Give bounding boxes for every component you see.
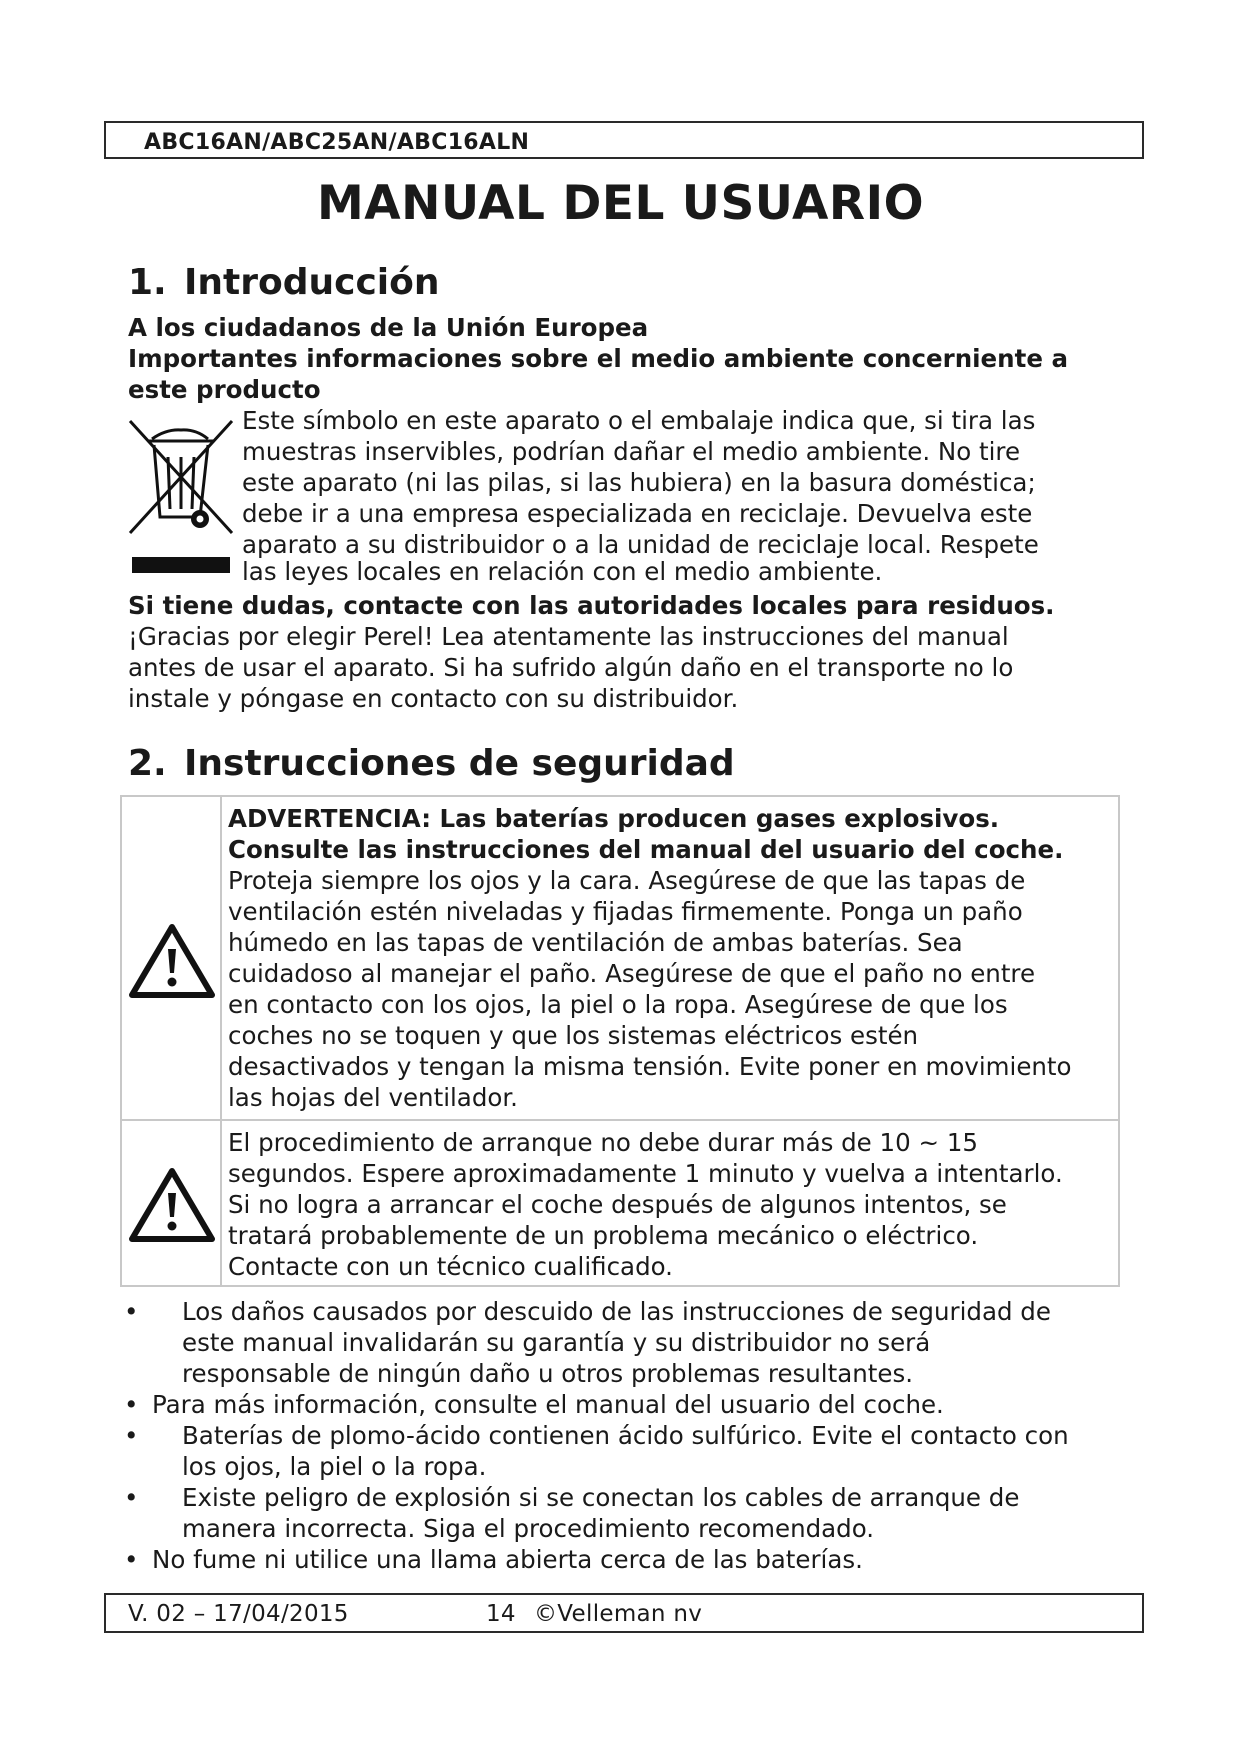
warning-1-line: ventilación estén niveladas y fijadas firmemente. Ponga un paño (228, 897, 1023, 926)
warning-1-line: en contacto con los ojos, la piel o la ropa. Asegúrese de que los (228, 990, 1008, 1019)
warning-1-line: coches no se toquen y que los sistemas eléctricos estén (228, 1021, 919, 1050)
thanks-line: instale y póngase en contacto con su distribuidor. (128, 684, 739, 713)
warning-icon-cell (122, 1121, 222, 1285)
weee-crossed-bin-icon (126, 417, 236, 579)
weee-line: este aparato (ni las pilas, si las hubiera) en la basura doméstica; (242, 468, 1036, 497)
section-2-number: 2. (128, 743, 167, 784)
weee-line: debe ir a una empresa especializada en reciclaje. Devuelva este (242, 499, 1033, 528)
warning-triangle-icon (128, 921, 216, 1001)
thanks-line: antes de usar el aparato. Si ha sufrido algún daño en el transporte no lo (128, 653, 1014, 682)
weee-line: aparato a su distribuidor o a la unidad de reciclaje local. Respete (242, 530, 1039, 559)
list-item (124, 1296, 1124, 1389)
thanks-line: ¡Gracias por elegir Perel! Lea atentamente las instrucciones del manual (128, 622, 1009, 651)
list-item (124, 1482, 1124, 1544)
weee-paragraph (242, 405, 1039, 587)
doubt-notice: Si tiene dudas, contacte con las autoridades locales para residuos. (128, 591, 1055, 620)
warning-triangle-icon (128, 1165, 216, 1245)
bullet-dot: • (124, 1297, 139, 1326)
warning-1-line: cuidadoso al manejar el paño. Asegúrese de que el paño no entre (228, 959, 1036, 988)
section-1-title: Introducción (184, 262, 440, 303)
warning-1-line: Proteja siempre los ojos y la cara. Asegúrese de que las tapas de (228, 866, 1026, 895)
section-1-number: 1. (128, 262, 167, 303)
section-2-heading (128, 743, 735, 784)
list-item (124, 1389, 1124, 1420)
header-box (104, 121, 1144, 159)
warning-1-bold-line: ADVERTENCIA: Las baterías producen gases explosivos. (228, 804, 1000, 833)
bullet-dot: • (124, 1421, 139, 1450)
bullet-line: los ojos, la piel o la ropa. (182, 1452, 487, 1481)
list-item (124, 1544, 1124, 1575)
warning-row-1 (122, 797, 1118, 1121)
version-date: V. 02 – 17/04/2015 (128, 1601, 349, 1627)
warning-1-bold-line: Consulte las instrucciones del manual del usuario del coche. (228, 835, 1064, 864)
warning-2-text (228, 1127, 1108, 1282)
weee-line: muestras inservibles, podrían dañar el medio ambiente. No tire (242, 437, 1021, 466)
list-item (124, 1420, 1124, 1482)
weee-line: las leyes locales en relación con el medio ambiente. (242, 557, 883, 586)
env-info-subheading-1: Importantes informaciones sobre el medio ambiente concerniente a (128, 344, 1069, 373)
bullet-line: manera incorrecta. Siga el procedimiento recomendado. (182, 1514, 875, 1543)
bullet-dot: • (124, 1483, 139, 1512)
warning-2-line: segundos. Espere aproximadamente 1 minuto y vuelva a intentarlo. (228, 1159, 1063, 1188)
bullet-line: este manual invalidarán su garantía y su distribuidor no será (182, 1328, 931, 1357)
bullet-dot: • (124, 1390, 139, 1419)
warning-1-line: desactivados y tengan la misma tensión. Evite poner en movimiento (228, 1052, 1072, 1081)
footer-box (104, 1593, 1144, 1633)
warning-1-line: húmedo en las tapas de ventilación de ambas baterías. Sea (228, 928, 963, 957)
safety-bullet-list (124, 1296, 1124, 1575)
warning-2-line: Si no logra a arrancar el coche después de algunos intentos, se (228, 1190, 1007, 1219)
warning-2-line: Contacte con un técnico cualificado. (228, 1252, 673, 1281)
section-1-heading (128, 262, 440, 303)
page-title: MANUAL DEL USUARIO (316, 176, 925, 231)
thanks-paragraph (128, 621, 1013, 714)
weee-line: Este símbolo en este aparato o el embalaje indica que, si tira las (242, 406, 1036, 435)
eu-citizens-subheading: A los ciudadanos de la Unión Europea (128, 313, 649, 342)
copyright: ©Velleman nv (534, 1601, 703, 1627)
page-number: 14 (486, 1601, 516, 1627)
safety-warning-table (120, 795, 1120, 1287)
env-info-subheading-2: este producto (128, 375, 321, 404)
warning-2-line: tratará probablemente de un problema mecánico o eléctrico. (228, 1221, 979, 1250)
bullet-line: Los daños causados por descuido de las instrucciones de seguridad de (182, 1297, 1051, 1326)
bullet-line: No fume ni utilice una llama abierta cerca de las baterías. (152, 1545, 863, 1574)
warning-1-text (228, 803, 1108, 1113)
warning-row-2 (122, 1121, 1118, 1285)
bullet-line: responsable de ningún daño u otros problemas resultantes. (182, 1359, 913, 1388)
bullet-dot: • (124, 1545, 139, 1574)
bullet-line: Baterías de plomo-ácido contienen ácido sulfúrico. Evite el contacto con (182, 1421, 1069, 1450)
model-numbers: ABC16AN/ABC25AN/ABC16ALN (144, 130, 530, 155)
bullet-line: Existe peligro de explosión si se conectan los cables de arranque de (182, 1483, 1020, 1512)
warning-1-line: las hojas del ventilador. (228, 1083, 518, 1112)
warning-icon-cell (122, 797, 222, 1119)
warning-2-line: El procedimiento de arranque no debe durar más de 10 ~ 15 (228, 1128, 979, 1157)
section-2-title: Instrucciones de seguridad (184, 743, 735, 784)
bullet-line: Para más información, consulte el manual del usuario del coche. (152, 1390, 944, 1419)
